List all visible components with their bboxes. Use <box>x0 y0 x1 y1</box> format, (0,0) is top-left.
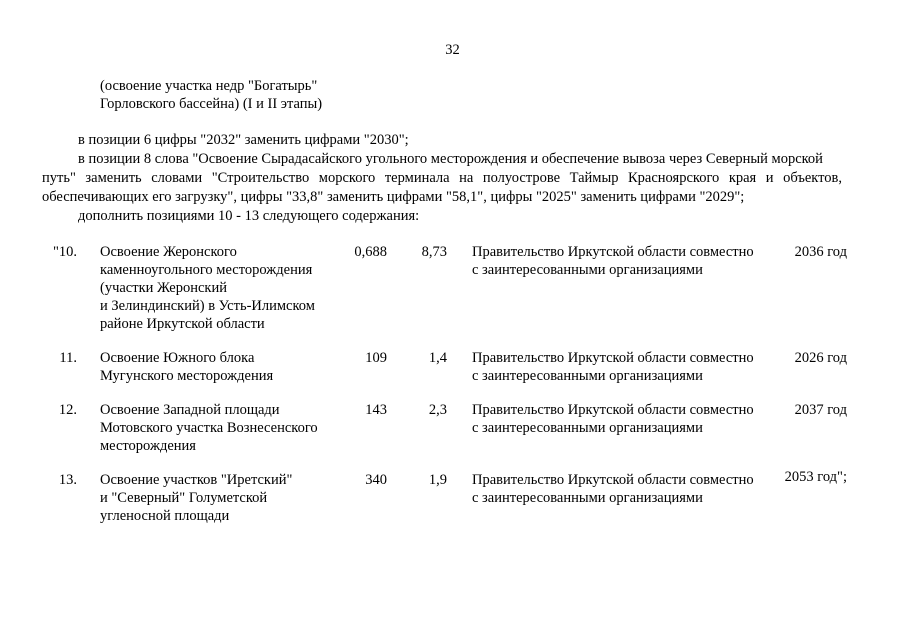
value-2: 8,73 <box>421 244 447 260</box>
value-1: 109 <box>365 350 387 366</box>
position-number: 11. <box>59 350 77 366</box>
position-number: 13. <box>58 472 77 488</box>
project-name-line: Освоение Западной площади <box>100 402 280 418</box>
project-name-line: угленосной площади <box>100 508 230 524</box>
project-name-line: и "Северный" Голуметской <box>100 490 268 506</box>
value-2: 1,4 <box>428 350 447 366</box>
responsible-party <box>472 471 754 507</box>
amendment-paragraph-2-line-1: в позиции 8 слова "Освоение Сырадасайского угольного месторождения и обеспечение вывоза через Северный морской <box>78 151 823 167</box>
value-1: 0,688 <box>354 244 387 260</box>
responsible-line: Правительство Иркутской области совместно <box>472 472 754 488</box>
project-name <box>100 401 318 455</box>
responsible-party <box>472 349 754 385</box>
project-name <box>100 349 273 385</box>
responsible-line: с заинтересованными организациями <box>472 420 703 436</box>
position-number: "10. <box>52 244 77 260</box>
responsible-line: Правительство Иркутской области совместно <box>472 402 754 418</box>
value-1: 340 <box>365 472 387 488</box>
responsible-line: с заинтересованными организациями <box>472 368 703 384</box>
responsible-line: Правительство Иркутской области совместно <box>472 244 754 260</box>
responsible-line: с заинтересованными организациями <box>472 490 703 506</box>
responsible-party <box>472 401 754 437</box>
project-name-line: Освоение Жеронского <box>100 244 237 260</box>
project-name-line: Освоение Южного блока <box>100 350 255 366</box>
responsible-line: Правительство Иркутской области совместно <box>472 350 754 366</box>
project-name-line: и Зелиндинский) в Усть-Илимском <box>100 298 315 314</box>
page-number: 32 <box>445 42 460 58</box>
project-name <box>100 471 292 525</box>
amendment-paragraph-2-line-3: обеспечивающих его загрузку", цифры "33,8" заменить цифрами "58,1", цифры "2025" заменить цифрами "2029"; <box>42 189 745 205</box>
amendment-paragraph-1: в позиции 6 цифры "2032" заменить цифрами "2030"; <box>78 132 409 148</box>
continuation-line-2: Горловского бассейна) (I и II этапы) <box>100 96 323 112</box>
project-name-line: (участки Жеронский <box>100 280 227 296</box>
project-name-line: каменноугольного месторождения <box>100 262 313 278</box>
continuation-line-1: (освоение участка недр "Богатырь" <box>100 78 318 94</box>
completion-year: 2036 год <box>794 244 847 260</box>
responsible-party <box>472 243 754 279</box>
project-name <box>100 243 315 333</box>
value-2: 1,9 <box>428 472 447 488</box>
project-name-line: районе Иркутской области <box>100 316 265 332</box>
value-2: 2,3 <box>428 402 447 418</box>
responsible-line: с заинтересованными организациями <box>472 262 703 278</box>
amendment-paragraph-3: дополнить позициями 10 - 13 следующего содержания: <box>78 208 420 224</box>
project-name-line: Мугунского месторождения <box>100 368 274 384</box>
completion-year: 2053 год"; <box>784 469 847 485</box>
completion-year: 2026 год <box>794 350 847 366</box>
position-number: 12. <box>58 402 77 418</box>
value-1: 143 <box>365 402 387 418</box>
completion-year: 2037 год <box>794 402 847 418</box>
amendment-paragraph-2-line-2: путь" заменить словами "Строительство морского терминала на полуострове Таймыр Красноярского края и объектов, <box>42 170 842 186</box>
project-name-line: Освоение участков "Иретский" <box>100 472 293 488</box>
project-name-line: месторождения <box>100 438 196 454</box>
project-name-line: Мотовского участка Вознесенского <box>100 420 318 436</box>
